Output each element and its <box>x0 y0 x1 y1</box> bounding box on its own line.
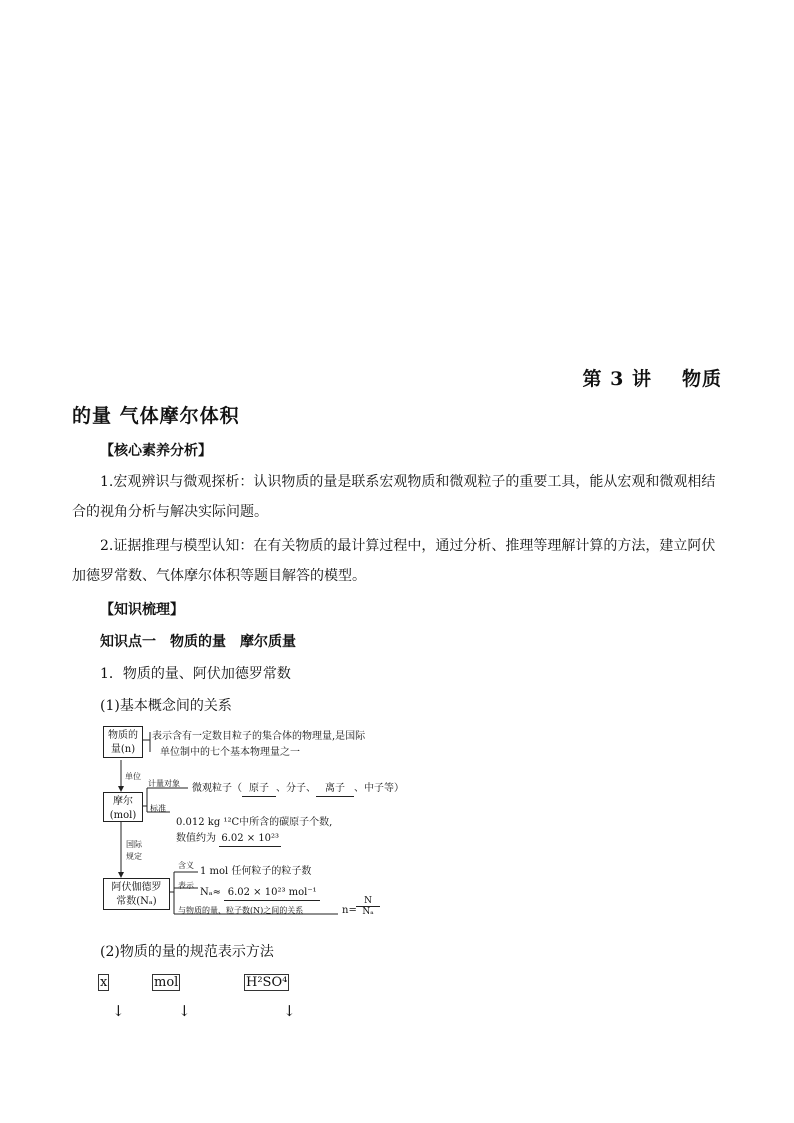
mole-box-line1: 摩尔 <box>113 796 133 807</box>
relation-text: 与物质的量、粒子数(N)之间的关系 <box>178 906 304 915</box>
notation-box-mol: mol <box>154 975 179 990</box>
concept-diagram <box>100 722 404 930</box>
mole-box-line2: (mol) <box>109 810 137 821</box>
amount-of-substance-box <box>103 726 143 758</box>
down-arrow-icon: ↓ <box>178 1002 191 1020</box>
meaning-text: 1 mol 任何粒子的粒子数 <box>200 866 312 877</box>
na-prefix: Nₐ≈ <box>200 887 221 898</box>
item-1: 1．物质的量、阿伏加德罗常数 <box>100 666 291 682</box>
particles-mid: 、分子、 <box>276 783 316 794</box>
amount-definition-line1: 表示含有一定数目粒子的集合体的物理量,是国际 <box>152 731 366 742</box>
standard-prefix: 数值约为 <box>176 833 216 844</box>
standard-line1: 0.012 kg ¹²C中所含的碳原子个数, <box>176 817 333 828</box>
amount-box-line2: 量(n) <box>110 744 136 755</box>
avogadro-constant-box <box>103 878 170 910</box>
label-unit: 单位 <box>125 772 141 781</box>
formula-fraction <box>356 896 380 917</box>
lecture-title-line1 <box>583 364 722 391</box>
item-1-2: (2)物质的量的规范表示方法 <box>100 944 274 960</box>
amount-box-line1: 物质的 <box>108 730 138 741</box>
notation-box-formula: H²SO⁴ <box>246 975 288 990</box>
formula-denominator: Nₐ <box>362 907 374 917</box>
mole-box <box>103 792 143 822</box>
amount-definition-line2: 单位制中的七个基本物理量之一 <box>160 747 300 758</box>
standard-line2 <box>176 832 281 847</box>
na-value: 6.02 × 10²³ mol⁻¹ <box>224 886 320 901</box>
lecture-topic-start: 物质 <box>681 368 722 390</box>
lecture-title-line2: 的量 气体摩尔体积 <box>72 405 240 427</box>
particles-prefix: 微观粒子（ <box>192 783 242 794</box>
na-expression <box>200 886 320 901</box>
label-international-2: 规定 <box>126 852 142 861</box>
particle-atom: 原子 <box>242 782 276 797</box>
particles-suffix: 、中子等） <box>354 783 404 794</box>
notation-box-x: x <box>100 975 108 990</box>
particle-ion: 离子 <box>316 782 354 797</box>
knowledge-heading: 【知识梳理】 <box>100 602 184 618</box>
formula-numerator: N <box>356 896 380 907</box>
core-literacy-point-2: 2.证据推理与模型认知：在有关物质的最计算过程中，通过分析、推理等理解计算的方法，建立阿伏加德罗常数、气体摩尔体积等题目解答的模型。 <box>72 538 716 584</box>
label-international-1: 国际 <box>126 840 142 849</box>
down-arrow-icon: ↓ <box>112 1002 125 1020</box>
knowledge-point-1: 知识点一 物质的量 摩尔质量 <box>100 634 296 650</box>
down-arrow-icon: ↓ <box>283 1002 296 1020</box>
standard-value: 6.02 × 10²³ <box>219 832 281 847</box>
label-standard: 标准 <box>150 804 166 813</box>
particles-line <box>192 782 404 797</box>
label-meaning: 含义 <box>178 861 194 870</box>
avogadro-box-line1: 阿伏伽德罗 <box>111 882 162 893</box>
formula-prefix: n= <box>342 905 357 916</box>
core-literacy-heading: 【核心素养分析】 <box>100 443 212 459</box>
lecture-number: 第 3 讲 <box>582 368 652 390</box>
core-literacy-point-1: 1.宏观辨识与微观探析：认识物质的量是联系宏观物质和微观粒子的重要工具，能从宏观和微观相结合的视角分析与解决实际问题。 <box>72 474 716 520</box>
item-1-1: (1)基本概念间的关系 <box>100 698 232 714</box>
label-counting-object: 计量对象 <box>148 779 180 788</box>
label-expression: 表示 <box>178 881 194 890</box>
avogadro-box-line2: 常数(Nₐ) <box>116 896 157 907</box>
